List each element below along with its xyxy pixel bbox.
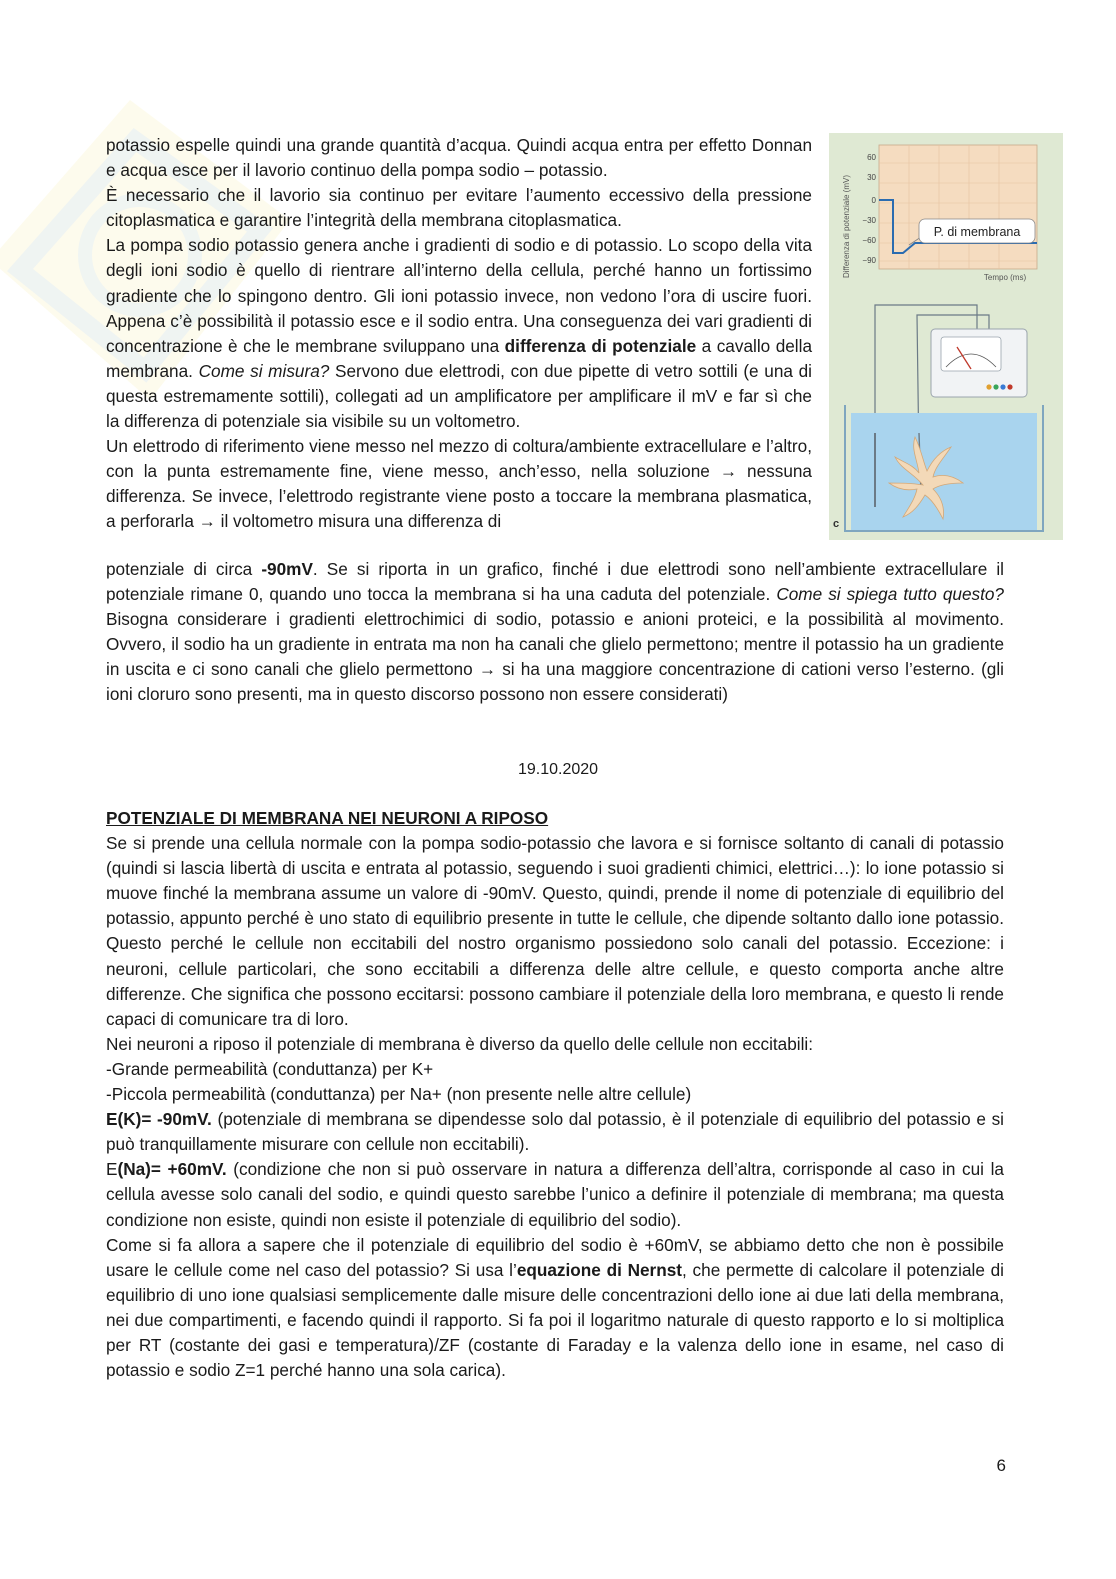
y-tick: 0 xyxy=(871,196,876,205)
arrow-right-icon: → xyxy=(719,461,738,482)
electrode-paragraph-continuation: potenziale di circa -90mV. Se si riporta in un grafico, finché i due elettrodi sono nell’ambiente extracellulare il potenziale rimane 0, quando uno tocca la membrana si ha una caduta del potenziale. Come si spiega tutto questo? Bisogna considerare i gradienti elettrochimici di sodio, potassio e anioni proteici, e la possibilità al movimento. Ovvero, il sodio ha un gradiente in entrata ma non ha canali che glielo permettono; mentre il potassio ha un gradiente in uscita e ci sono canali che glielo permettono → si ha una maggiore concentrazione di cationi verso l’esterno. (gli ioni cloruro sono presenti, ma in questo discorso possono non essere considerati) xyxy=(106,559,1004,705)
intro-text-block xyxy=(106,133,812,535)
section-resting-potential xyxy=(106,806,1004,1383)
sodium-equilibrium-paragraph: E(Na)= +60mV. (condizione che non si può osservare in natura a differenza dell’altra, corrisponde al caso in cui la cellula avesse solo canali del sodio, e quindi questo sarebbe l’unico a definire il potenziale di membrana; ma questa condizione non esiste, quindi non esiste il potenziale di equilibrio del sodio). xyxy=(106,1159,1004,1230)
pump-gradient-paragraph: La pompa sodio potassio genera anche i gradienti di sodio e di potassio. Lo scopo della vita degli ioni sodio è quello di rientrare all’interno della cellula, perché hanno un fortissimo gradiente che lo spingono dentro. Gli ioni potassio invece, non vedono l’ora di uscire fuori. Appena c’è possibilità il potassio esce e il sodio entra. Una conseguenza dei vari gradienti di concentrazione è che le membrane sviluppano una differenza di potenziale a cavallo della membrana. Come si misura? Servono due elettrodi, con due pipette di vetro sottili (e una di questa estremamente sottili), collegati ad un amplificatore per amplificare il mV e far sì che la differenza di potenziale sia visibile su un voltometro. xyxy=(106,235,813,432)
continuation-text-block xyxy=(106,557,1004,708)
intro-paragraph-1: potassio espelle quindi una grande quantità d’acqua. Quindi acqua entra per effetto Donnan e acqua esce per il lavorio continuo della pompa sodio – potassio. xyxy=(106,135,812,181)
y-tick: −60 xyxy=(862,236,876,245)
section-paragraph-1: Se si prende una cellula normale con la pompa sodio-potassio che lavora e si fornisce soltanto di canali di potassio (quindi si lascia libertà di uscita e entrata al potassio, seguendo i suoi gradienti chimici, elettrici…): lo ione potassio si muove finché la membrana assume un valore di -90mV. Questo, quindi, prende il nome di potenziale di equilibrio del potassio, appunto perché è uno stato di equilibrio presente in tutte le cellule, che dipende soltanto dallo ione potassio. Questo perché le cellule non eccitabili del nostro organismo possiedono solo canali del potassio. Eccezione: i neuroni, cellule particolari, che sono eccitabili a differenza delle altre cellule, e questo comporta anche altre differenze. Che significa che possono eccitarsi: possono cambiare il potenziale della loro membrana, e questo li rende capaci di comunicare tra di loro. xyxy=(106,833,1004,1029)
section-paragraph-2: Nei neuroni a riposo il potenziale di membrana è diverso da quello delle cellule non eccitabili: xyxy=(106,1033,814,1054)
lecture-date: 19.10.2020 xyxy=(517,761,599,778)
permeability-k-item: -Grande permeabilità (conduttanza) per K+ xyxy=(106,1058,434,1079)
y-axis-label: Differenza di potenziale (mV) xyxy=(842,174,851,278)
permeability-na-item: -Piccola permeabilità (conduttanza) per Na+ (non presente nelle altre cellule) xyxy=(106,1084,692,1105)
y-tick: 30 xyxy=(867,173,876,182)
y-tick: −90 xyxy=(862,256,876,265)
y-tick: 60 xyxy=(867,153,876,162)
potassium-equilibrium-paragraph: E(K)= -90mV. (potenziale di membrana se dipendesse solo dal potassio, è il potenziale di equilibrio del potassio e si può tranquillamente misurare con cellule non eccitabili). xyxy=(106,1109,1004,1155)
panel-letter: c xyxy=(833,518,840,530)
section-heading: POTENZIALE DI MEMBRANA NEI NEURONI A RIPOSO xyxy=(106,808,549,828)
y-tick: −30 xyxy=(862,216,876,225)
electrode-paragraph: Un elettrodo di riferimento viene messo nel mezzo di coltura/ambiente extracellulare e l’altro, con la punta estremamente fine, viene messo, anch’esso, nella soluzione → nessuna differenza. Se invece, l’elettrodo registrante viene posto a toccare la membrana plasmatica, a perforarla → il voltometro misura una differenza di xyxy=(106,436,812,532)
intro-paragraph-2: È necessario che il lavorio sia continuo per evitare l’aumento eccessivo della pressione citoplasmatica e garantire l’integrità della membrana citoplasmatica. xyxy=(106,185,812,231)
x-axis-label: Tempo (ms) xyxy=(983,273,1027,282)
page-number: 6 xyxy=(996,1456,1006,1475)
membrane-potential-figure xyxy=(829,133,1063,540)
plot-area xyxy=(879,145,1037,269)
arrow-right-icon: → xyxy=(478,659,497,680)
figure-illustration xyxy=(829,133,1063,540)
arrow-right-icon: → xyxy=(198,511,216,532)
nernst-paragraph: Come si fa allora a sapere che il potenziale di equilibrio del sodio è +60mV, se abbiamo detto che non è possibile usare le cellule come nel caso del potassio? Si usa l’equazione di Nernst, che permette di calcolare il potenziale di equilibrio di uno ione qualsiasi semplicemente dalle misure delle concentrazioni dello ione ai due lati della membrana, nei due compartimenti, e facendo quindi il rapporto. Si fa poi il logaritmo naturale di questo rapporto e lo si moltiplica per RT (costante dei gasi e temperatura)/ZF (costante di Faraday e la valenza dello ione in esame, nel caso di potassio e sodio Z=1 perché hanno una sola carica). xyxy=(106,1234,1004,1381)
callout-label: P. di membrana xyxy=(933,225,1021,239)
culture-dish-water xyxy=(851,413,1037,531)
